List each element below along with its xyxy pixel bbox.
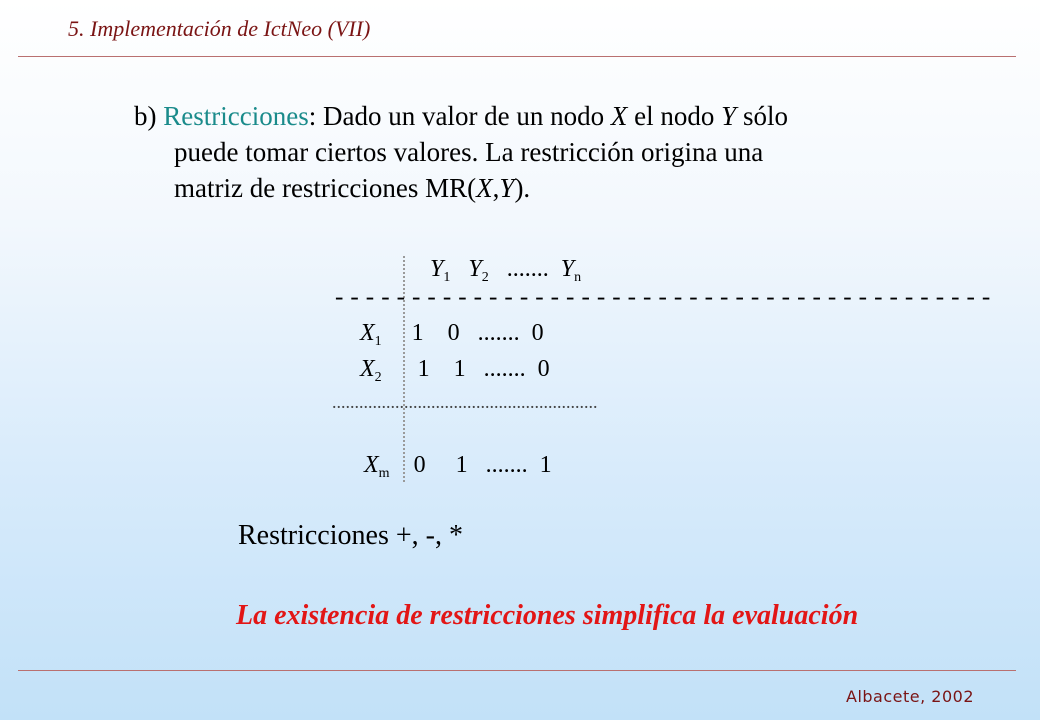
column-var: Y [430,256,444,282]
row-var: X [364,452,379,478]
ellipsis: ....... [483,356,526,382]
matrix-row [364,452,552,479]
column-sub: n [574,270,582,285]
matrix-cell: 0 [447,320,460,346]
intro-text: ). [514,173,531,203]
intro-line-2: puede tomar ciertos valores. La restricción origina una [174,137,764,167]
intro-text: : Dado un valor de un nodo [308,101,611,131]
matrix-dotted-row: ........................................................... [332,392,598,412]
intro-text: , [492,173,500,203]
matrix-separator: ------------------------------------------- [332,286,995,313]
matrix-cell: 1 [417,356,430,382]
slide-title: 5. Implementación de IctNeo (VII) [68,16,371,41]
ellipsis: ....... [477,320,520,346]
matrix-cell: 0 [531,320,544,346]
intro-line-3 [134,170,934,206]
column-sub: 1 [443,270,451,285]
matrix-cell: 0 [537,356,550,382]
restriction-types: Restricciones +, -, * [238,520,463,551]
variable-y: Y [721,101,737,131]
column-var: Y [468,256,482,282]
matrix-row [360,320,544,347]
header-divider [18,56,1016,57]
matrix-cell: 1 [411,320,424,346]
row-var: X [360,320,375,346]
row-sub: 2 [374,370,382,385]
intro-text: el nodo [627,101,722,131]
matrix-column-header [430,256,581,283]
row-sub: 1 [374,334,382,349]
intro-paragraph [134,98,934,206]
column-var: Y [560,256,575,282]
ellipsis: ....... [506,256,549,282]
row-sub: m [378,466,390,481]
footer-divider [18,670,1016,671]
matrix-cell: 1 [539,452,552,478]
variable-x: X [610,101,628,131]
intro-text: sólo [736,101,788,131]
row-var: X [360,356,375,382]
key-statement: La existencia de restricciones simplifica la evaluación [236,600,859,631]
ellipsis: ....... [485,452,528,478]
intro-line-1 [134,98,934,134]
intro-text: matriz de restricciones MR( [174,173,477,203]
variable-y: Y [499,173,515,203]
matrix-cell: 0 [413,452,426,478]
item-label: b) [134,101,164,131]
matrix-row [360,356,550,383]
variable-x: X [476,173,493,203]
matrix-cell: 1 [453,356,466,382]
restricciones-term: Restricciones [163,101,309,131]
column-sub: 2 [481,270,489,285]
footer-text: Albacete, 2002 [846,687,974,706]
matrix-cell: 1 [455,452,468,478]
